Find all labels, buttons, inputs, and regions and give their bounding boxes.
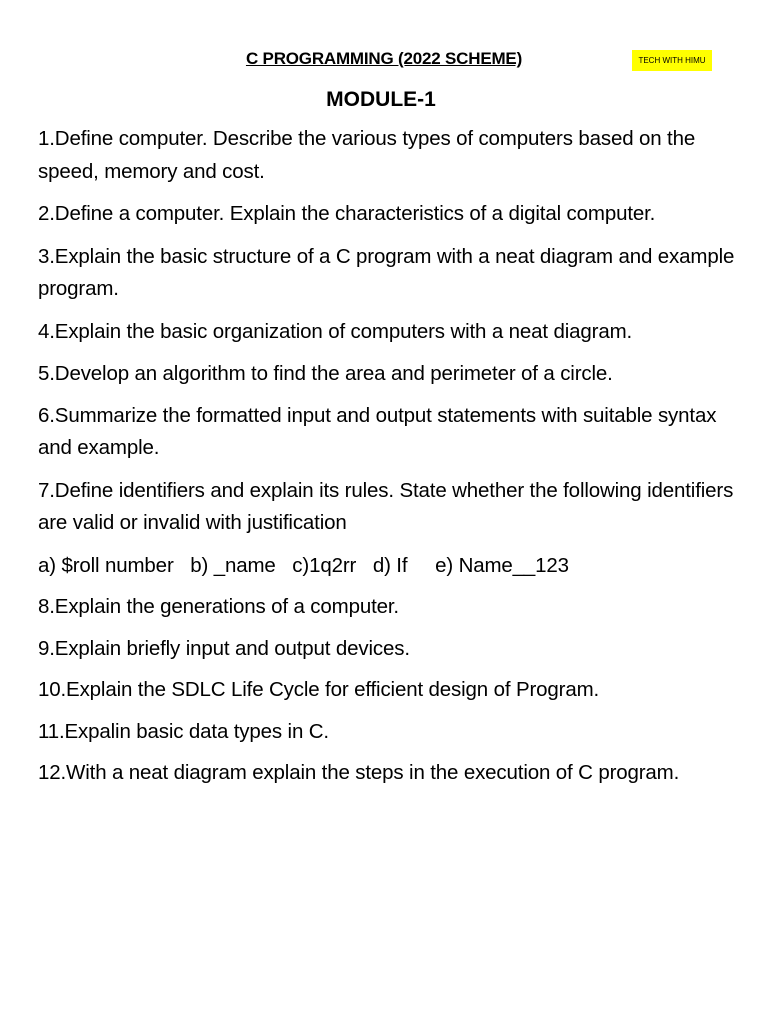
channel-badge: TECH WITH HIMU [632,50,712,71]
question-8: 8.Explain the generations of a computer. [38,595,399,618]
question-3: 3.Explain the basic structure of a C program with a neat diagram and example program. [38,244,740,300]
question-5: 5.Develop an algorithm to find the area and perimeter of a circle. [38,362,613,385]
module-heading: MODULE-1 [326,88,436,111]
question-6: 6.Summarize the formatted input and output statements with suitable syntax and example. [38,403,722,459]
question-10: 10.Explain the SDLC Life Cycle for efficient design of Program. [38,678,600,701]
question-7-options: a) $roll number b) _name c)1q2rr d) If e) Name__123 [38,553,569,577]
question-11: 11.Expalin basic data types in C. [38,719,329,743]
question-9: 9.Explain briefly input and output devices. [38,636,410,660]
question-list [38,123,738,800]
question-4: 4.Explain the basic organization of computers with a neat diagram. [38,319,633,343]
document-title: C PROGRAMMING (2022 SCHEME) [245,49,523,68]
question-7: 7.Define identifiers and explain its rules. State whether the following identifiers are valid or invalid with justification [38,478,739,534]
question-2: 2.Define a computer. Explain the characteristics of a digital computer. [38,202,656,225]
question-12: 12.With a neat diagram explain the steps in the execution of C program. [38,761,680,784]
question-1: 1.Define computer. Describe the various types of computers based on the speed, memory and cost. [38,127,701,183]
